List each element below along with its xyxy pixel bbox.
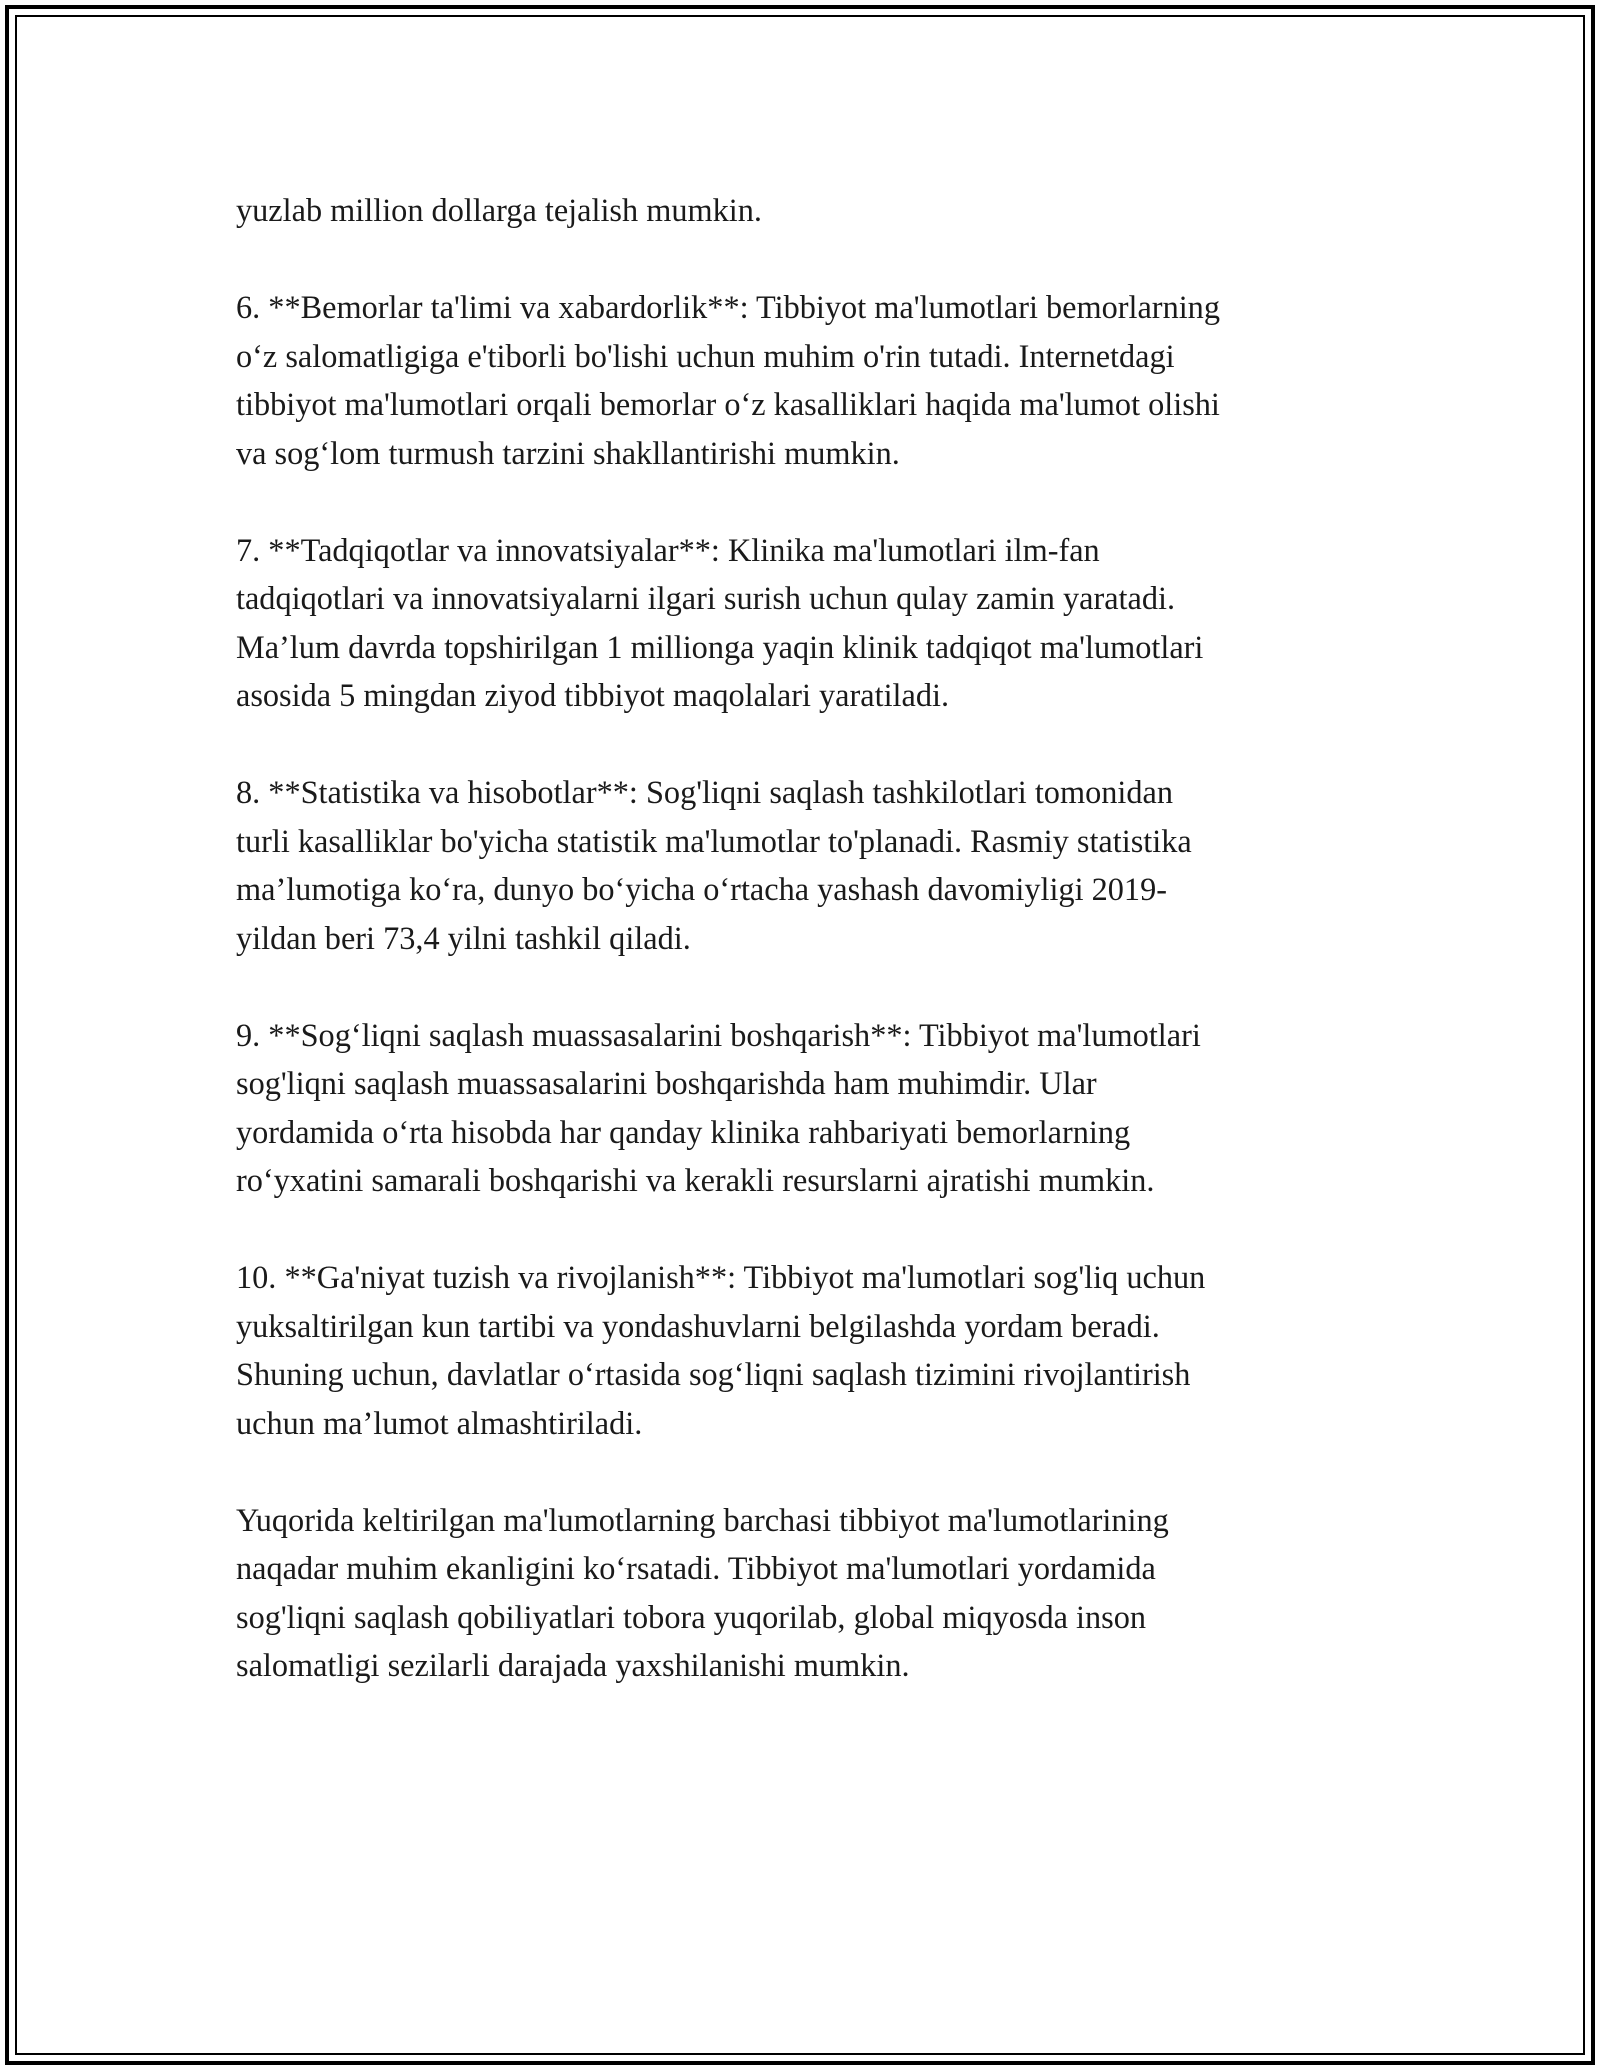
paragraph-item-9-healthcare-management: 9. **Sog‘liqni saqlash muassasalarini boshqarish**: Tibbiyot ma'lumotlari sog'liqni saqlash muassasalarini boshqarishda ham muhimdir. Ular yordamida o‘rta hisobda har qanday klinika rahbariyati bemorlarning ro‘yxatini samarali boshqarishi va kerakli resurslarni ajratishi mumkin.: [236, 1016, 1201, 1198]
paragraph-item-8-statistics-reports: 8. **Statistika va hisobotlar**: Sog'liqni saqlash tashkilotlari tomonidan turli kasalliklar bo'yicha statistik ma'lumotlar to'planadi. Rasmiy statistika ma’lumotiga ko‘ra, dunyo bo‘yicha o‘rtacha yashash davomiyligi 2019- yildan beri 73,4 yilni tashkil qiladi.: [236, 774, 1192, 956]
paragraph-conclusion: Yuqorida keltirilgan ma'lumotlarning barchasi tibbiyot ma'lumotlarining naqadar muhim ekanligini ko‘rsatadi. Tibbiyot ma'lumotlari yordamida sog'liqni saqlash qobiliyatlari tobora yuqorilab, global miqyosda inson salomatligi sezilarli darajada yaxshilanishi mumkin.: [236, 1501, 1169, 1683]
paragraph-item-10-goal-setting: 10. **Ga'niyat tuzish va rivojlanish**: Tibbiyot ma'lumotlari sog'liq uchun yuksaltirilgan kun tartibi va yondashuvlarni belgilashda yordam beradi. Shuning uchun, davlatlar o‘rtasida sog‘liqni saqlash tizimini rivojlantirish uchun ma’lumot almashtiriladi.: [236, 1259, 1206, 1441]
paragraph-item-6-patient-education: 6. **Bemorlar ta'limi va xabardorlik**: Tibbiyot ma'lumotlari bemorlarning o‘z salomatligiga e'tiborli bo'lishi uchun muhim o'rin tutadi. Internetdagi tibbiyot ma'lumotlari orqali bemorlar o‘z kasalliklari haqida ma'lumot olishi va sog‘lom turmush tarzini shakllantirishi mumkin.: [236, 289, 1220, 471]
paragraph-continuation: yuzlab million dollarga tejalish mumkin.: [236, 192, 762, 228]
document-body: [236, 186, 1396, 1738]
paragraph-item-7-research-innovation: 7. **Tadqiqotlar va innovatsiyalar**: Klinika ma'lumotlari ilm-fan tadqiqotlari va innovatsiyalarni ilgari surish uchun qulay zamin yaratadi. Ma’lum davrda topshirilgan 1 millionga yaqin klinik tadqiqot ma'lumotlari asosida 5 mingdan ziyod tibbiyot maqolalari yaratiladi.: [236, 531, 1204, 713]
